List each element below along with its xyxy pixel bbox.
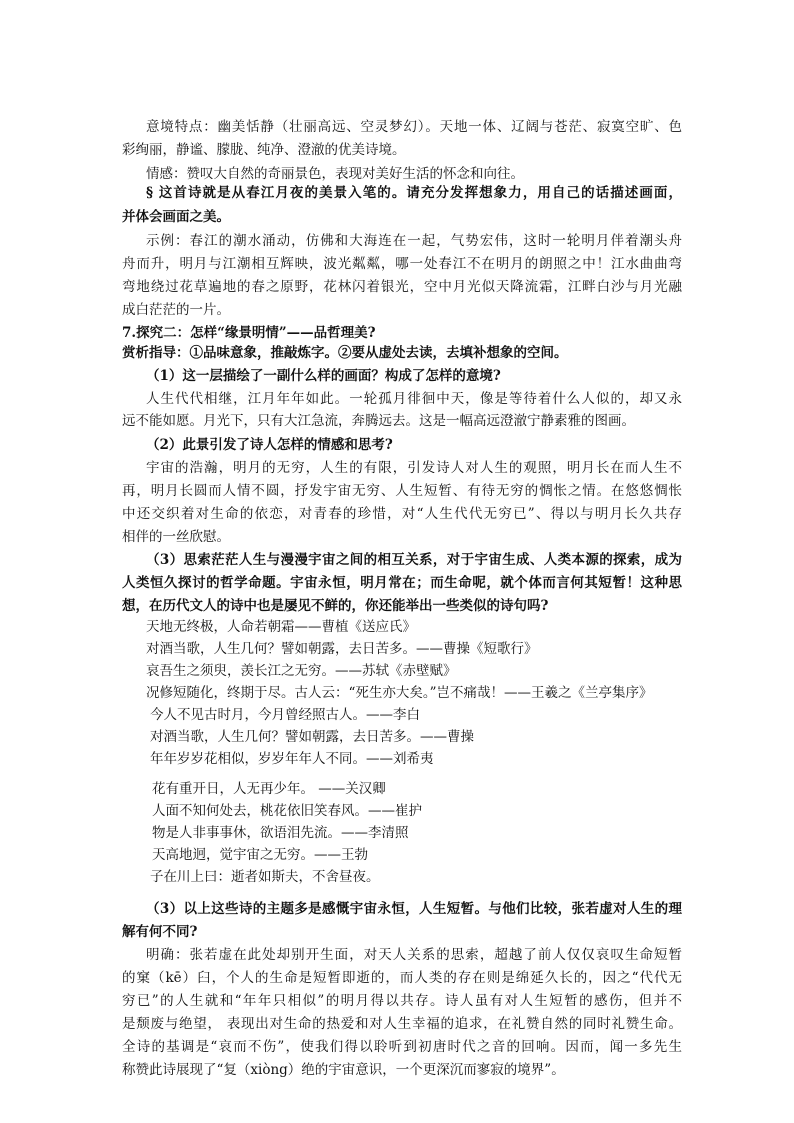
text-line: 今人不见古时月，今月曾经照古人。——李白 <box>150 707 420 723</box>
text-line: 情感：赞叹大自然的奇丽景色，表现对美好生活的怀念和向往。 <box>146 166 524 182</box>
text-line: 想，在历代文人的诗中也是屡见不鲜的，你还能举出一些类似的诗句吗? <box>122 598 549 614</box>
text-line: （3）以上这些诗的主题多是感慨宇宙永恒，人生短暂。与他们比较，张若虚对人生的理 <box>146 901 682 917</box>
text-line: 宇宙的浩瀚，明月的无穷，人生的有限，引发诗人对人生的观照，明月长在而人生不 <box>146 460 682 476</box>
text-line: 穷已”的人生就和“年年只相似”的明月得以共存。诗人虽有对人生短暂的感伤，但并不 <box>122 993 682 1009</box>
text-line: 对酒当歌，人生几何？譬如朝露，去日苦多。——曹操《短歌行》 <box>146 641 538 657</box>
text-line: 并体会画面之美。 <box>122 209 230 225</box>
text-line: 中还交织着对生命的依恋，对青春的珍惜，对“人生代代无穷已”、得以与明月长久共存 <box>122 506 682 522</box>
text-line: 人生代代相继，江月年年如此。一轮孤月徘徊中天，像是等待着什么人似的，却又永 <box>146 391 682 407</box>
text-line: （2）此景引发了诗人怎样的情感和思考? <box>146 437 393 453</box>
text-line: 彩绚丽，静谧、朦胧、纯净、澄澈的优美诗境。 <box>122 142 406 158</box>
text-line: 7.探究二：怎样“缘景明情”——品哲理美? <box>122 325 376 341</box>
text-line: 成白茫茫的一片。 <box>122 302 230 318</box>
text-line: 哀吾生之须臾，羡长江之无穷。——苏轼《赤壁赋》 <box>146 663 457 679</box>
text-line: 再，明月长圆而人情不圆，抒发宇宙无穷、人生短暂、有待无穷的惆怅之情。在悠悠惆怅 <box>122 483 682 499</box>
text-line: 的窠（kē）臼，个人的生命是短暂即逝的，而人类的存在则是绵延久长的，因之“代代无 <box>122 970 682 986</box>
text-line: 花有重开日，人无再少年。 ——关汉卿 <box>152 781 386 797</box>
text-line: 是颓废与绝望， 表现出对生命的热爱和对人生幸福的追求，在礼赞自然的同时礼赞生命。 <box>122 1016 682 1032</box>
text-line: 解有何不同? <box>122 924 198 940</box>
text-line: 意境特点：幽美恬静（壮丽高远、空灵梦幻）。天地一体、辽阔与苍茫、寂寞空旷、色 <box>146 119 682 135</box>
text-line: 远不能如愿。月光下，只有大江急流，奔腾远去。这是一幅高远澄澈宁静素雅的图画。 <box>122 413 635 429</box>
text-line: （1）这一层描绘了一副什么样的画面？构成了怎样的意境? <box>146 368 501 384</box>
text-line: 舟而升，明月与江潮相互辉映，波光粼粼，哪一处春江不在明月的朗照之中！江水曲曲弯 <box>122 256 682 272</box>
text-line: 弯地绕过花草遍地的春之原野，花林闪着银光，空中月光似天降流霜，江畔白沙与月光融 <box>122 279 682 295</box>
text-line: 年年岁岁花相似，岁岁年年人不同。——刘希夷 <box>150 751 434 767</box>
text-line: 况修短随化，终期于尽。古人云：“死生亦大矣。”岂不痛哉！——王羲之《兰亭集序》 <box>146 685 653 701</box>
text-line: 对酒当歌，人生几何？譬如朝露，去日苦多。——曹操 <box>150 729 474 745</box>
text-line: 人面不知何处去，桃花依旧笑春风。——崔护 <box>152 803 422 819</box>
text-line: （3）思索茫茫人生与漫漫宇宙之间的相互关系，对于宇宙生成、人类本源的探索，成为 <box>146 552 682 568</box>
text-line: 子在川上曰：逝者如斯夫，不舍昼夜。 <box>150 869 380 885</box>
text-line: 天高地迥，觉宇宙之无穷。——王勃 <box>152 847 368 863</box>
text-line: § 这首诗就是从春江月夜的美景入笔的。请充分发挥想象力，用自己的话描述画面， <box>146 185 682 201</box>
text-line: 称赞此诗展现了“复（xiòng）绝的宇宙意识，一个更深沉而寥寂的境界”。 <box>122 1062 565 1078</box>
text-line: 示例：春江的潮水涌动，仿佛和大海连在一起，气势宏伟，这时一轮明月伴着潮头舟 <box>146 233 682 249</box>
text-line: 相伴的一丝欣慰。 <box>122 529 230 545</box>
text-line: 天地无终极，人命若朝霜——曹植《送应氏》 <box>146 619 416 635</box>
text-line: 赏析指导：①品味意象，推敲炼字。②要从虚处去读，去填补想象的空间。 <box>122 345 568 361</box>
text-line: 人类恒久探讨的哲学命题。宇宙永恒，明月常在；而生命呢，就个体而言何其短暂！这种思 <box>122 575 682 591</box>
text-line: 明确：张若虚在此处却别开生面，对天人关系的思索，超越了前人仅仅哀叹生命短暂 <box>146 947 682 963</box>
text-line: 全诗的基调是“哀而不伤”，使我们得以聆听到初唐时代之音的回响。因而，闻一多先生 <box>122 1039 682 1055</box>
text-line: 物是人非事事休，欲语泪先流。——李清照 <box>152 825 409 841</box>
